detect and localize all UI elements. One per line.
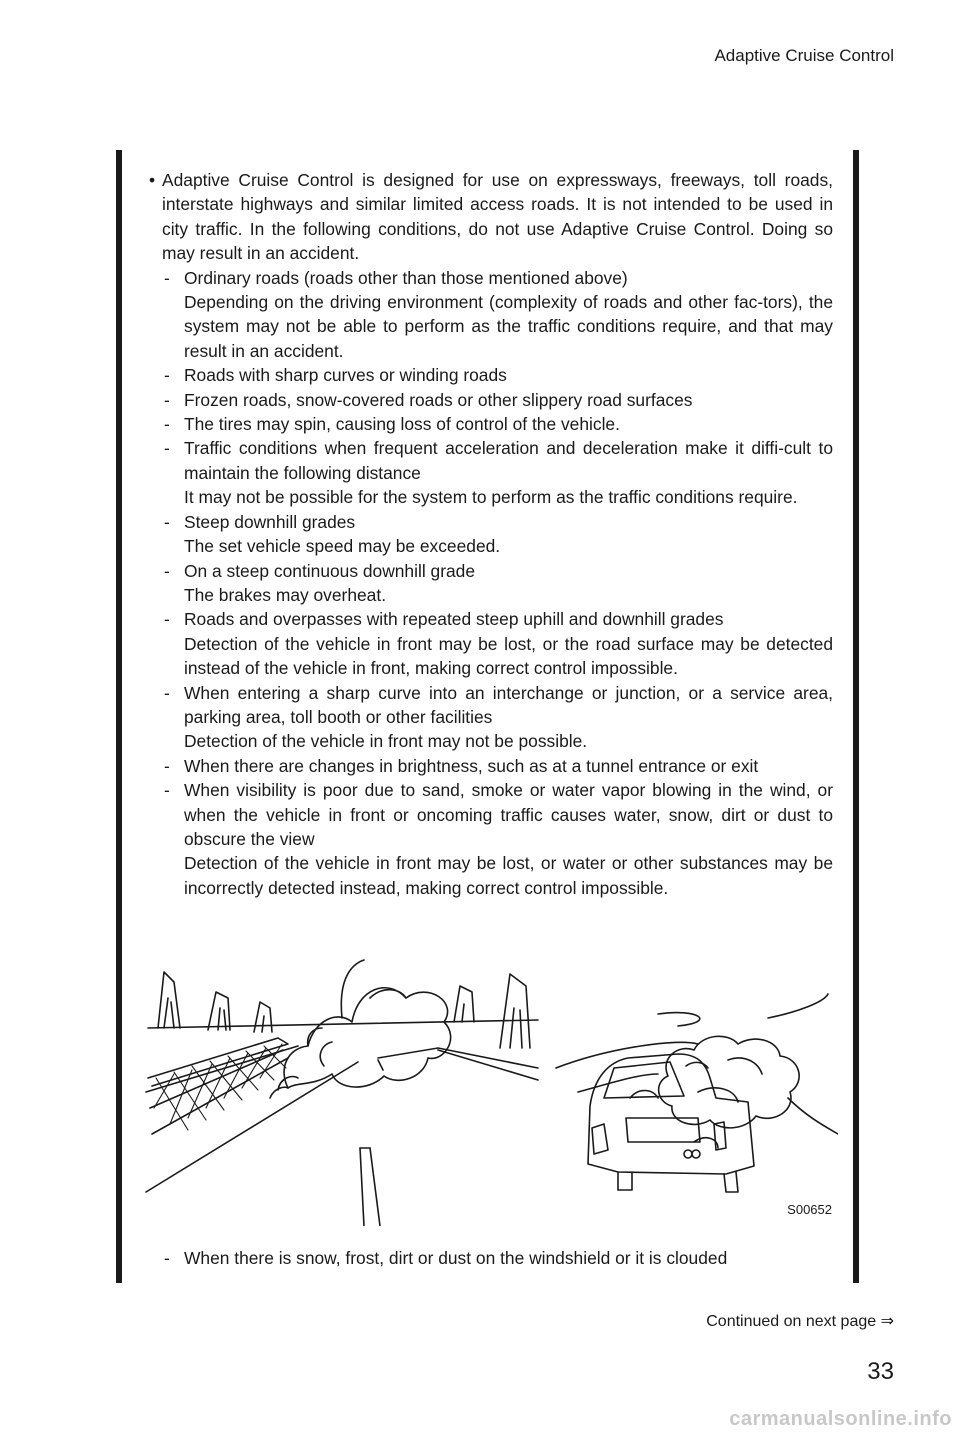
bullet-mark: • [148,170,156,190]
condition-text [184,388,833,412]
condition-text [184,412,833,436]
dash-mark: - [164,414,170,435]
car-exhaust-scene [556,994,838,1192]
condition-label: Ordinary roads (roads other than those mentioned above) [184,267,628,288]
condition-text [184,559,833,608]
condition-detail: The brakes may overheat. [184,584,387,605]
caution-content [142,168,833,900]
condition-label: Roads and overpasses with repeated steep uphill and downhill grades [184,609,724,630]
dash-mark: - [164,682,170,703]
condition-text [184,778,833,900]
dash-mark: - [164,389,170,410]
road-scene [146,960,538,1226]
condition-label: Roads with sharp curves or winding roads [184,365,507,386]
condition-text [184,436,833,509]
continued-note: Continued on next page ⇒ [706,1313,894,1330]
condition-item [164,607,833,680]
dash-mark: - [164,560,170,581]
condition-label: Traffic conditions when frequent acceleration and deceleration make it diffi-cult to maintain the following distance [184,438,833,483]
condition-text [184,363,833,387]
condition-item [164,754,833,778]
condition-detail: Detection of the vehicle in front may not be possible. [184,731,588,752]
dash-mark: - [164,609,170,630]
condition-text [184,266,833,364]
page-number: 33 [867,1358,894,1385]
condition-item [164,412,833,436]
condition-item [164,436,833,509]
dash-mark: - [164,365,170,386]
dash-mark: - [164,780,170,801]
watermark: carmanualsonline.info [729,1408,952,1430]
condition-text [184,607,833,680]
condition-item [164,681,833,754]
condition-text [184,510,833,559]
condition-label: On a steep continuous downhill grade [184,560,476,581]
condition-item [164,778,833,900]
condition-item [164,363,833,387]
condition-label: Steep downhill grades [184,511,356,532]
intro-bullet [142,168,833,266]
condition-detail: Detection of the vehicle in front may be lost, or the road surface may be detected instead of the vehicle in front, making correct control impossible. [184,633,833,679]
illustration-smoke-road [138,958,838,1226]
condition-detail: It may not be possible for the system to perform as the traffic conditions require. [184,487,798,508]
dash-mark: - [164,267,170,288]
condition-text [184,681,833,754]
condition-label: When entering a sharp curve into an interchange or junction, or a service area, parking area, toll booth or other facilities [184,682,833,727]
dash-mark: - [164,1248,170,1268]
condition-text [184,754,833,778]
condition-detail: Depending on the driving environment (complexity of roads and other fac-tors), the system may not be able to perform as the traffic conditions require, and that may result in an accident. [184,292,833,361]
condition-item [164,559,833,608]
condition-label: Frozen roads, snow-covered roads or other slippery road surfaces [184,389,693,410]
condition-item [164,510,833,559]
condition-label: When there are changes in brightness, such as at a tunnel entrance or exit [184,755,759,776]
last-condition-text: When there is snow, frost, dirt or dust on the windshield or it is clouded [184,1248,728,1268]
dash-mark: - [164,511,170,532]
running-header: Adaptive Cruise Control [714,46,894,65]
last-condition [142,1246,833,1270]
caution-box [116,150,859,1283]
figure-code: S00652 [787,1202,832,1217]
condition-detail: Detection of the vehicle in front may be lost, or water or other substances may be incorrectly detected instead, making correct control impossible. [184,853,833,898]
condition-label: The tires may spin, causing loss of control of the vehicle. [184,414,620,435]
dash-mark: - [164,755,170,776]
intro-text: Adaptive Cruise Control is designed for use on expressways, freeways, toll roads, interstate highways and similar limited access roads. It is not intended to be used in city traffic. In the following conditions, do not use Adaptive Cruise Control. Doing so may result in an accident. [162,170,833,264]
condition-item [164,388,833,412]
dash-mark: - [164,438,170,459]
condition-list [142,266,833,901]
condition-item [164,266,833,364]
condition-detail: The set vehicle speed may be exceeded. [184,536,501,557]
condition-label: When visibility is poor due to sand, smoke or water vapor blowing in the wind, or when the vehicle in front or oncoming traffic causes water, snow, dirt or dust to obscure the view [184,780,833,849]
